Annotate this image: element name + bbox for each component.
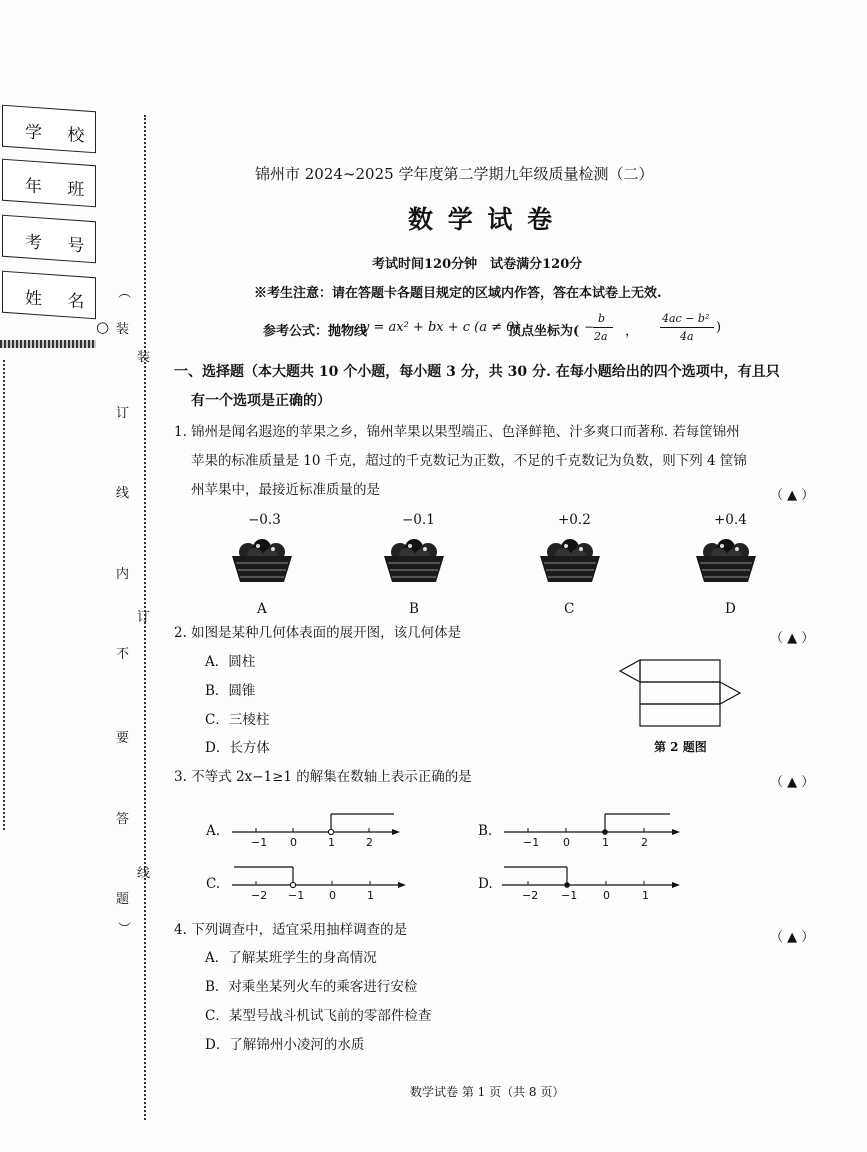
q2-option[interactable]: D．长方体	[205, 740, 270, 756]
exam-info: 考试时间120分钟 试卷满分120分	[372, 257, 583, 272]
q1-value: −0.1	[402, 512, 435, 528]
binding-char: 装	[116, 322, 130, 337]
q1-option-letter[interactable]: A	[257, 601, 267, 617]
binding-char: 线	[116, 486, 130, 501]
tick-label: 1	[602, 836, 609, 849]
q1-value: +0.2	[558, 512, 591, 528]
q1-option-letter[interactable]: D	[725, 601, 736, 617]
number-line-d	[502, 863, 680, 889]
tick-label: 0	[563, 836, 570, 849]
q2-option[interactable]: C．三棱柱	[205, 712, 270, 728]
tick-label: −1	[288, 889, 305, 902]
formula-vertex-label: 顶点坐标为(	[508, 324, 580, 339]
q1-stem: 1. 锦州是闻名遐迩的苹果之乡，锦州苹果以果型端正、色泽鲜艳、汁多爽口而著称. 若每筐锦州	[174, 424, 740, 440]
q2-option[interactable]: B．圆锥	[205, 683, 256, 699]
tick-label: 0	[603, 889, 610, 902]
answer-placeholder: （ ▲ ）	[770, 631, 815, 646]
binding-char: 要	[116, 731, 130, 746]
binding-char: 不	[116, 647, 130, 662]
tick-label: 1	[367, 889, 374, 902]
tick-label: 2	[366, 836, 373, 849]
q2-stem: 2. 如图是某种几何体表面的展开图，该几何体是	[174, 625, 462, 641]
binding-char: 订	[116, 406, 130, 421]
tick-label: 2	[641, 836, 648, 849]
formula-neg-sign: −	[584, 320, 595, 334]
tick-label: 0	[290, 836, 297, 849]
formula-close: )	[716, 320, 722, 335]
formula-x-denominator: 2a	[594, 330, 608, 343]
class-field[interactable]: 年 班	[2, 159, 96, 208]
pattern-strip	[0, 340, 96, 348]
tick-label: −1	[523, 836, 540, 849]
q2-option[interactable]: A．圆柱	[205, 654, 256, 670]
q1-value: −0.3	[248, 512, 281, 528]
tick-label: 0	[329, 889, 336, 902]
q1-value: +0.4	[714, 512, 747, 528]
figure-caption: 第 2 题图	[654, 740, 707, 754]
formula-prefix: 参考公式：抛物线	[263, 324, 368, 339]
fraction-bar	[660, 327, 714, 328]
exam-number-field[interactable]: 考 号	[2, 215, 96, 264]
tick-label: −1	[561, 889, 578, 902]
page-footer: 数学试卷 第 1 页（共 8 页）	[410, 1085, 565, 1099]
apple-basket-icon	[380, 538, 448, 584]
answer-placeholder: （ ▲ ）	[770, 775, 815, 790]
paren-open: ︵	[118, 286, 132, 301]
exam-notice: ※考生注意：请在答题卡各题目规定的区域内作答，答在本试卷上无效.	[254, 286, 662, 301]
net-diagram	[618, 657, 744, 731]
apple-basket-icon	[228, 538, 296, 584]
answer-placeholder: （ ▲ ）	[770, 930, 815, 945]
q1-option-letter[interactable]: B	[409, 601, 419, 617]
q4-option[interactable]: D．了解锦州小凌河的水质	[205, 1037, 365, 1053]
number-line-b	[504, 810, 680, 836]
inner-binding-char: 线	[137, 866, 151, 881]
q4-option[interactable]: B．对乘坐某列火车的乘客进行安检	[205, 979, 418, 995]
binding-char: 答	[116, 812, 130, 827]
paren-close: ︶	[118, 922, 132, 937]
q3-option-letter[interactable]: A.	[206, 823, 221, 839]
number-line-a	[232, 810, 400, 836]
outer-binding-line	[3, 360, 5, 830]
exam-title: 锦州市 2024~2025 学年度第二学期九年级质量检测（二）	[255, 165, 654, 183]
fraction-bar	[593, 327, 613, 328]
number-line-c	[232, 863, 406, 889]
section-title: 一、选择题（本大题共 10 个小题，每小题 3 分，共 30 分. 在每小题给出的四个选项中，有且只	[174, 364, 780, 380]
binding-char: 内	[116, 567, 130, 582]
q4-option[interactable]: A．了解某班学生的身高情况	[205, 950, 377, 966]
formula-y-numerator: 4ac − b²	[662, 312, 710, 325]
answer-placeholder: （ ▲ ）	[770, 488, 815, 503]
subject-title: 数 学 试 卷	[408, 205, 556, 234]
formula-x-numerator: b	[598, 312, 606, 325]
section-title-cont: 有一个选项是正确的）	[191, 393, 331, 409]
tick-label: −1	[251, 836, 268, 849]
inner-binding-char: 装	[137, 350, 151, 365]
binding-circle: ○	[96, 318, 110, 336]
q1-stem: 州苹果中，最接近标准质量的是	[191, 482, 380, 498]
q4-option[interactable]: C．某型号战斗机试飞前的零部件检查	[205, 1008, 432, 1024]
school-field[interactable]: 学 校	[2, 105, 96, 154]
apple-basket-icon	[692, 538, 760, 584]
q3-option-letter[interactable]: B.	[478, 823, 493, 839]
q1-stem: 苹果的标准质量是 10 千克，超过的千克数记为正数，不足的千克数记为负数，则下列 4 筐锦	[191, 453, 747, 469]
apple-basket-icon	[536, 538, 604, 584]
formula-expression: y = ax² + bx + c (a ≠ 0)	[362, 320, 520, 335]
tick-label: 1	[642, 889, 649, 902]
tick-label: 1	[328, 836, 335, 849]
formula-y-denominator: 4a	[680, 330, 694, 343]
formula-comma: ，	[625, 324, 639, 339]
tick-label: −2	[522, 889, 539, 902]
q1-option-letter[interactable]: C	[564, 601, 575, 617]
q3-option-letter[interactable]: D.	[478, 876, 493, 892]
q3-option-letter[interactable]: C.	[206, 876, 221, 892]
inner-binding-line	[144, 115, 146, 1120]
inner-binding-char: 订	[137, 610, 151, 625]
binding-char: 题	[116, 892, 130, 907]
student-info-strip	[0, 100, 100, 350]
q3-stem: 3. 不等式 2x−1≥1 的解集在数轴上表示正确的是	[174, 769, 472, 785]
name-field[interactable]: 姓 名	[2, 271, 96, 320]
tick-label: −2	[251, 889, 268, 902]
q4-stem: 4. 下列调查中，适宜采用抽样调查的是	[174, 922, 408, 938]
